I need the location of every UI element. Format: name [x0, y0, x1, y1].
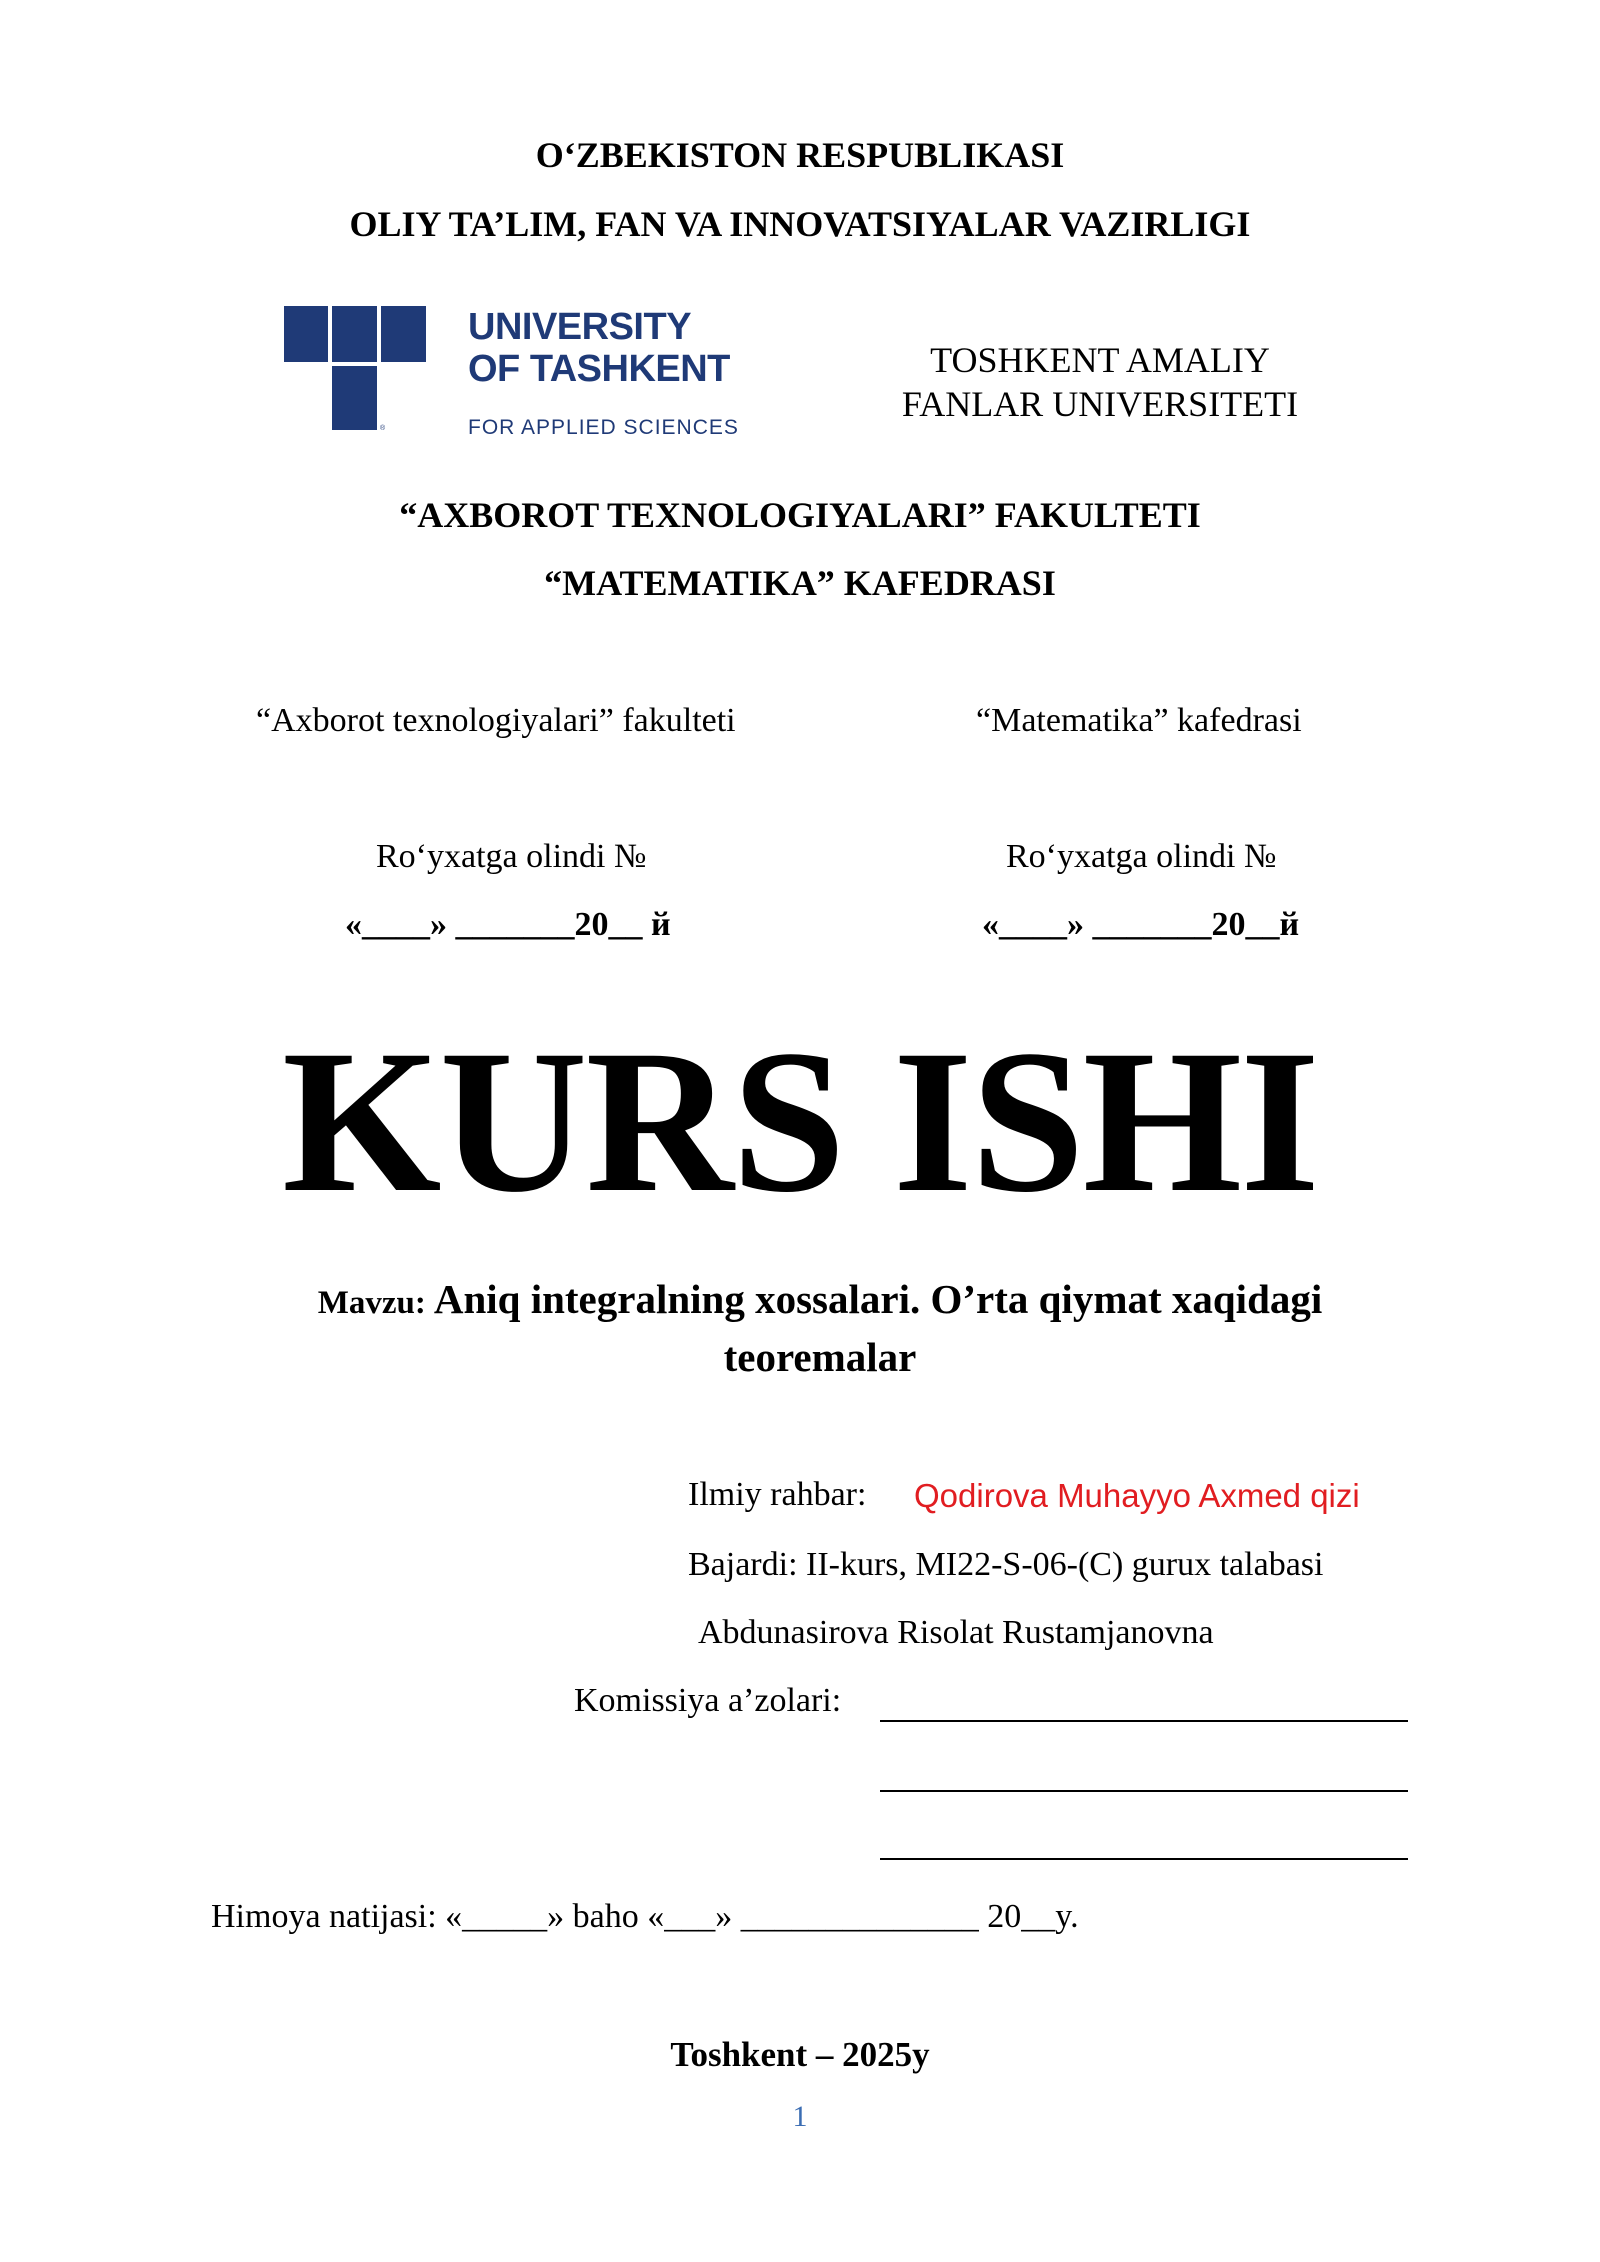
commission-signature-line-3: [880, 1858, 1408, 1860]
university-name: [860, 338, 1340, 426]
performer-info: Bajardi: II-kurs, MI22-S-06-(C) gurux talabasi: [688, 1546, 1324, 1583]
topic-line-1: Aniq integralning xossalari. O’rta qiymat xaqidagi: [433, 1276, 1323, 1322]
faculty-heading: “AXBOROT TEXNOLOGIYALARI” FAKULTETI: [399, 495, 1201, 535]
department-heading: “MATEMATIKA” KAFEDRASI: [544, 563, 1056, 603]
topic-label: Mavzu:: [317, 1285, 426, 1321]
logo-grid-icon: [284, 306, 426, 436]
place-and-year: Toshkent – 2025y: [670, 2035, 930, 2074]
topic-block: [230, 1272, 1410, 1384]
left-registered-label: Ro‘yxatga olindi №: [376, 838, 647, 875]
performer-name: Abdunasirova Risolat Rustamjanovna: [698, 1614, 1214, 1651]
ministry-name: OLIY TA’LIM, FAN VA INNOVATSIYALAR VAZIRLIGI: [349, 204, 1251, 244]
defense-result: Himoya natijasi: «_____» baho «___» ______________ 20__y.: [211, 1898, 1079, 1935]
left-faculty-title: “Axborot texnologiyalari” fakulteti: [256, 702, 736, 739]
supervisor-name: Qodirova Muhayyo Axmed qizi: [914, 1477, 1360, 1514]
right-registration-date: «____» _______20__й: [982, 906, 1300, 943]
right-department-title: “Matematika” kafedrasi: [976, 702, 1302, 739]
university-name-line-1: TOSHKENT AMALIY: [930, 340, 1270, 380]
right-registered-label: Ro‘yxatga olindi №: [1006, 838, 1277, 875]
logo-tagline: FOR APPLIED SCIENCES: [468, 416, 739, 439]
document-title: KURS ISHI: [282, 1008, 1318, 1235]
commission-label: Komissiya a’zolari:: [574, 1682, 842, 1719]
logo-line-1: UNIVERSITY: [468, 306, 692, 348]
supervisor-label: Ilmiy rahbar:: [688, 1476, 867, 1513]
commission-signature-line-2: [880, 1790, 1408, 1792]
commission-signature-line-1: [880, 1720, 1408, 1722]
topic-line-2: teoremalar: [723, 1334, 917, 1380]
ministry-country: O‘ZBEKISTON RESPUBLIKASI: [535, 135, 1065, 175]
logo-line-2: OF TASHKENT: [468, 348, 730, 390]
left-registration-date: «____» _______20__ й: [345, 906, 671, 943]
page-number: 1: [792, 2100, 808, 2133]
university-logo: [284, 306, 739, 441]
logo-wordmark: [468, 306, 730, 390]
logo-registered-mark: ®: [380, 425, 386, 432]
university-name-line-2: FANLAR UNIVERSITETI: [901, 384, 1299, 424]
